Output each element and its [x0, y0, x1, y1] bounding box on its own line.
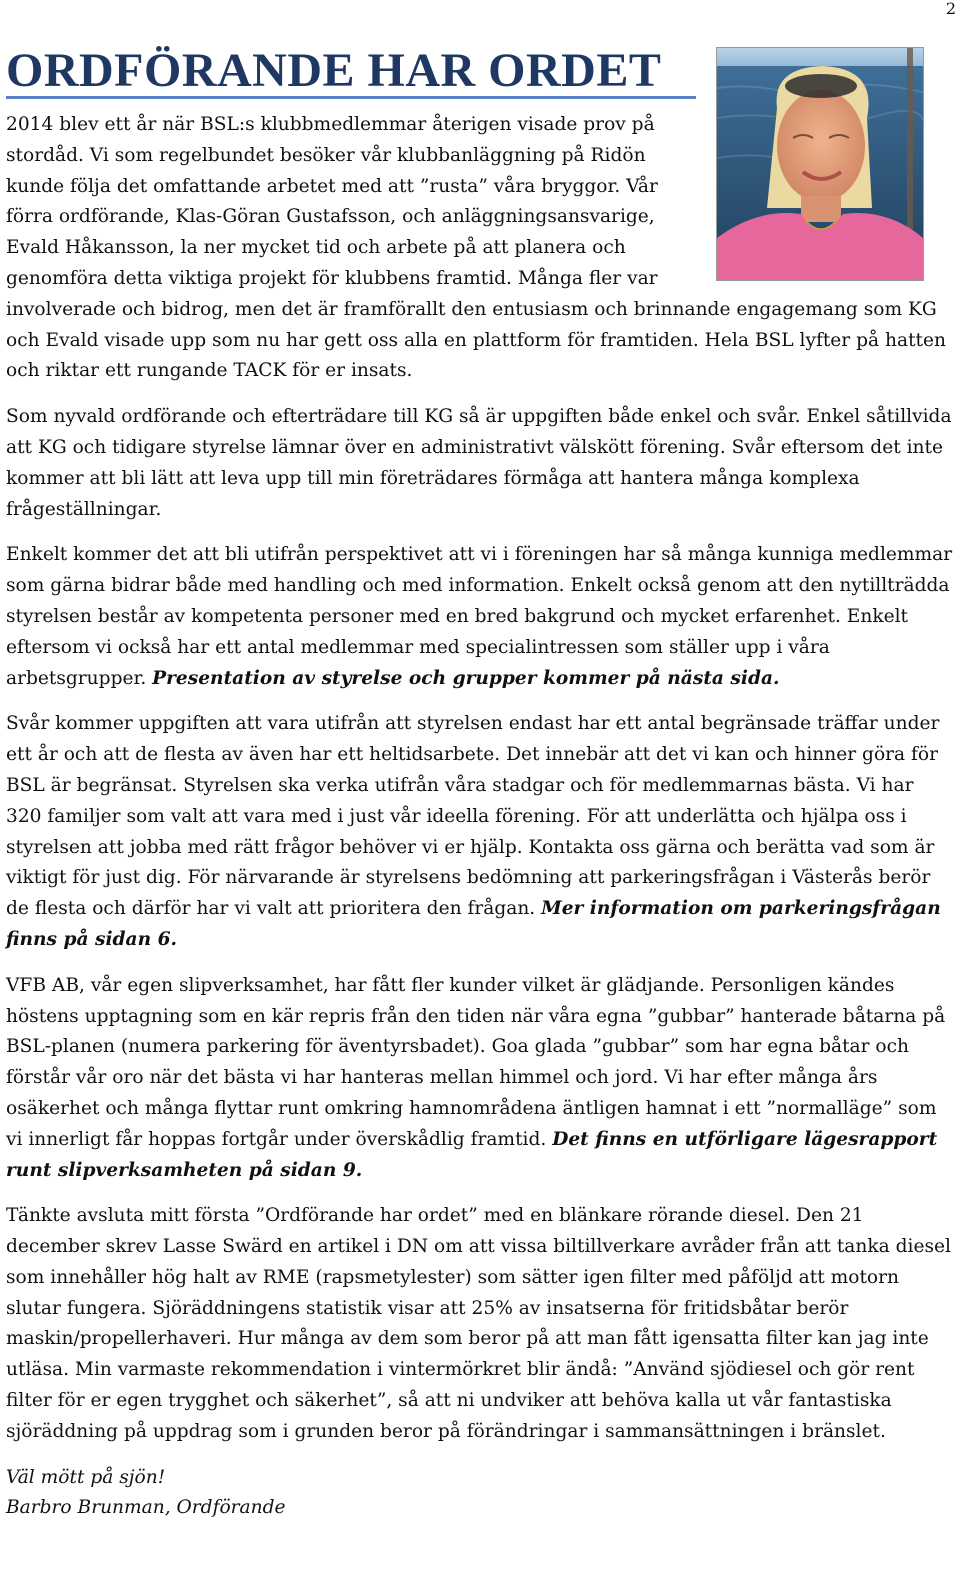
paragraph: [6, 540, 954, 694]
article-body: [6, 110, 954, 1523]
paragraph-emphasis: Presentation av styrelse och grupper kommer på nästa sida.: [152, 667, 780, 689]
paragraph-emphasis: Mer information om parkeringsfrågan finns på sidan 6.: [6, 898, 941, 950]
paragraph-text: Tänkte avsluta mitt första ”Ordförande har ordet” med en blänkare rörande diesel. Den 21 december skrev Lasse Swärd en artikel i DN om att vissa biltillverkare avråder från att tanka diesel som innehåller hög halt av RME (rapsmetylester) som sätter igen filter med påföljd att motorn slutar fungera. Sjöräddningens statistik visar att 25% av insatserna för fritidsbåtar berör maskin/propellerhaveri. Hur många av dem som beror på att man fått igensatta filter kan jag inte utläsa. Min varmaste rekommendation i vintermörkret blir ändå: ”Använd sjödiesel och gör rent filter för er egen trygghet och säkerhet”, så att ni undviker att behöva kalla ut vår fantastiska sjöräddning på uppdrag som i grunden beror på förändringar i sammansättningen i bränslet.: [6, 1205, 951, 1442]
paragraph-emphasis: Det finns en utförligare lägesrapport runt slipverksamheten på sidan 9.: [6, 1128, 938, 1181]
paragraph-text: Svår kommer uppgiften att vara utifrån att styrelsen endast har ett antal begränsade träffar under ett år och att de flesta av även har ett heltidsarbete. Det innebär att det vi kan och hinner göra för BSL är begränsat. Styrelsen ska verka utifrån våra stadgar och för medlemmarnas bästa. Vi har 320 familjer som valt att vara med i just vår ideella förening. För att underlätta och hjälpa oss i styrelsen att jobba med rätt frågor behöver vi er hjälp. Kontakta oss gärna och berätta vad som är viktigt för just dig. För närvarande är styrelsens bedömning att parkeringsfrågan i Västerås berör de flesta och därför har vi valt att prioritera den frågan.: [6, 713, 940, 920]
paragraph: [6, 402, 954, 525]
page-number: 2: [945, 0, 956, 18]
paragraph: [6, 709, 954, 955]
signoff-signature: Barbro Brunman, Ordförande: [6, 1496, 286, 1518]
paragraph: [6, 971, 954, 1187]
paragraph-text: Som nyvald ordförande och efterträdare till KG så är uppgiften både enkel och svår. Enkel såtillvida att KG och tidigare styrelse lämnar över en administrativt välskött förening. Svår eftersom det inte kommer att bli lätt att leva upp till min företrädares förmåga att hantera många komplexa frågeställningar.: [6, 406, 952, 520]
paragraph-text: VFB AB, vår egen slipverksamhet, har fått fler kunder vilket är glädjande. Personligen kändes höstens upptagning som en kär repris från den tiden när våra egna ”gubbar” hanterade båtarna på BSL-planen (numera parkering för äventyrsbadet). Goa glada ”gubbar” som har egna båtar och förstår vår oro när det bästa vi har hanteras mellan himmel och jord. Vi har efter många års osäkerhet och många flyttar runt omkring hamnområdena äntligen hamnat i ett ”normalläge” som vi innerligt får hoppas fortgår under överskådlig framtid.: [6, 974, 946, 1150]
signoff-greeting: Väl mött på sjön!: [6, 1466, 166, 1488]
paragraph: [6, 1201, 954, 1447]
signoff: [6, 1463, 954, 1523]
paragraph-text: Enkelt kommer det att bli utifrån perspektivet att vi i föreningen har så många kunniga medlemmar som gärna bidrar både med handling och med information. Enkelt också genom att den nytillträdda styrelsen består av kompetenta personer med en bred bakgrund och mycket erfarenhet. Enkelt eftersom vi också har ett antal medlemmar med specialintressen som ställer upp i våra arbetsgrupper.: [6, 544, 953, 689]
page-title: ORDFÖRANDE HAR ORDET: [6, 44, 696, 99]
paragraph-text: 2014 blev ett år när BSL:s klubbmedlemmar återigen visade prov på stordåd. Vi som regelbundet besöker vår klubbanläggning på Ridön kunde följa det omfattande arbetet med att ”rusta” våra bryggor. Vår förra ordförande, Klas-Göran Gustafsson, och anläggningsansvarige, Evald Håkansson, la ner mycket tid och arbete på att planera och genomföra detta viktiga projekt för klubbens framtid. Många fler var involverade och bidrog, men det är framförallt den entusiasm och brinnande engagemang som KG och Evald visade upp som nu har gett oss alla en plattform för framtiden. Hela BSL lyfter på hatten och riktar ett rungande TACK för er insats.: [6, 114, 946, 382]
paragraph: [6, 110, 954, 387]
